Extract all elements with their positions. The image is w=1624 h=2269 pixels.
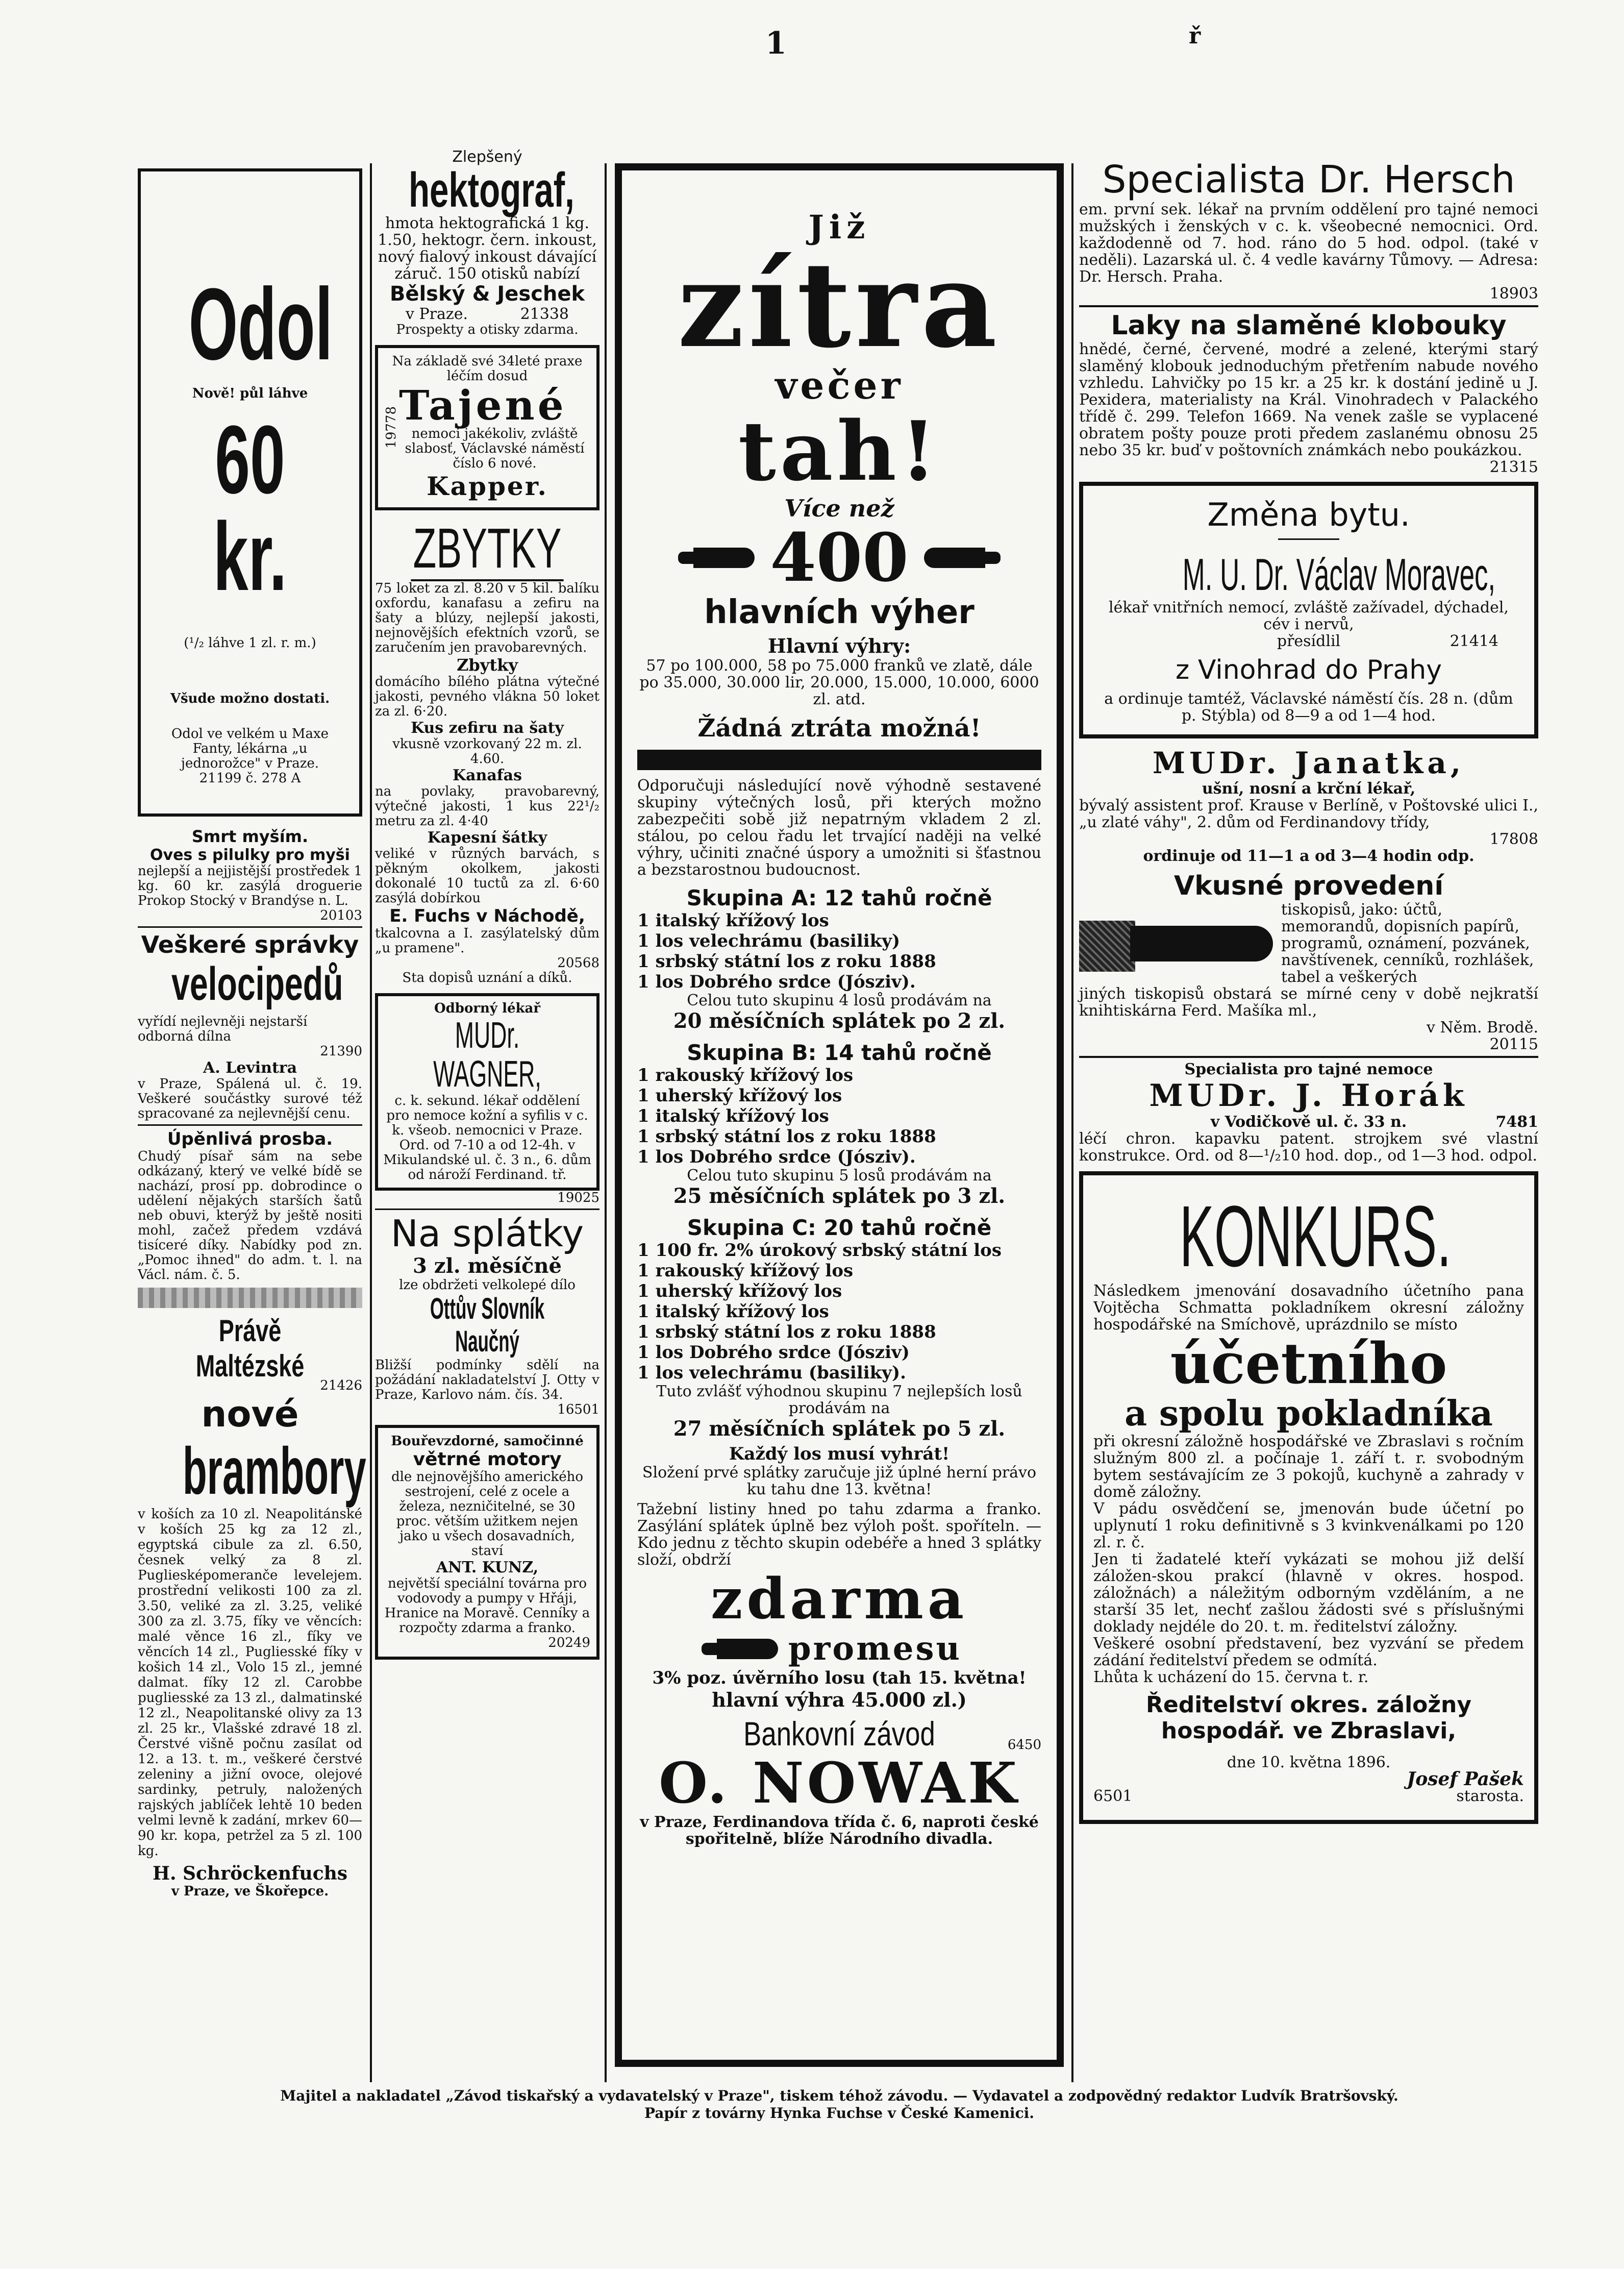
kapper-name: Kapper. <box>427 471 548 501</box>
lacquer-number: 21315 <box>1489 458 1538 476</box>
plea-body: Chudý písař sám na sebe odkázaný, který ve velké bídě se nachází, prosí pp. dobrodince o udělení nějakých starších šatů neb obuvi, kterýž by ještě nositi mohl, začež předem vzdává tisíceré díky. Nabídky pod zn. „Pomoc ihned" do adm. t. l. na Václ. nám. č. 5. <box>138 1149 362 1283</box>
group-a-pay: 20 měsíčních splátek po 2 zl. <box>673 1009 1006 1033</box>
remnants-sub3: Kanafas <box>453 767 522 784</box>
remnants-firm: E. Fuchs v Náchodě, <box>389 906 585 926</box>
page-mark-right: ř <box>1189 23 1201 49</box>
velo-number: 21390 <box>320 1044 362 1059</box>
velo-head1: Veškeré správky <box>141 931 359 958</box>
otto-body2: Bližší podmínky sdělí na požádání nakladatelství J. Otty v Praze, Karlovo nám. čís. 34. <box>375 1358 599 1402</box>
pointing-hand-icon <box>693 548 755 568</box>
group-a-item: 1 los velechrámu (basiliky) <box>637 931 901 951</box>
print-body2: jiných tiskopisů obstará se mírné ceny v době nejkratší knihtiskárna Ferd. Mašíka ml., <box>1079 985 1538 1020</box>
velocipede-ad <box>138 931 362 1121</box>
moravec-number: 21414 <box>1450 632 1498 650</box>
janatka-number: 17808 <box>1489 830 1538 848</box>
print-body1: tiskopisů, jako: účtů, memorandů, dopisních papírů, programů, oznámení, pozvánek, navštívenek, cenníků, rozhlášek, tabel a veškerých <box>1281 901 1534 986</box>
remnants-number: 20568 <box>557 955 599 971</box>
print-title: Vkusné provedení <box>1173 871 1444 901</box>
page-mark-left: 1 <box>765 26 787 61</box>
group-a-item: 1 italský křížový los <box>637 910 829 931</box>
group-a-note: Celou tuto skupinu 4 losů prodávám na <box>687 992 992 1009</box>
lottery-noloss: Žádná ztráta možná! <box>697 714 981 743</box>
potatoes-line3: brambory <box>183 1434 366 1508</box>
moravec-body2: a ordinuje tamtéž, Václavské náměstí čís. 28 n. (dům p. Stýbla) od 8—9 a od 1—4 hod. <box>1104 690 1513 725</box>
odol-number: 21199 č. 278 A <box>199 771 301 786</box>
hersch-body: em. první sek. lékař na prvním oddělení pro tajné nemoci mužských i ženských v c. k. všeobecné nemocnici. Ord. každodenně od 7. hod. ráno do 5 hod. odpol. (také v neděli). Lazarská ul. č. 4 vedle kavárny Tůmovy. — Adresa: Dr. Hersch. Praha. <box>1079 201 1538 286</box>
remnants-sub4: Kapesní šátky <box>427 829 547 847</box>
moravec-name: M. U. Dr. Václav Moravec, <box>1182 549 1496 600</box>
group-b-note: Celou tuto skupinu 5 losů prodávám na <box>687 1167 992 1185</box>
hectograph-ad <box>375 148 599 337</box>
mice-body: nejlepší a nejjistější prostředek 1 kg. 60 kr. zasýlá droguerie Prokop Stocký v Brandýse n. L. <box>138 864 362 908</box>
lottery-lists: Tažební listiny hned po tahu zdarma a franko. Zasýlání splátek úplně bez výloh pošt. spoříteln. — Kdo jednu z těchto skupin odebéře a hned 3 splátky složí, obdrží <box>637 1500 1041 1569</box>
horak-body: v Vodičkově ul. č. 33 n. <box>1210 1113 1407 1131</box>
lottery-prizes: hlavních výher <box>704 594 975 631</box>
group-c-label: Skupina C: 20 tahů ročně <box>687 1215 992 1240</box>
wagner-name: MUDr. WAGNER, <box>433 1015 541 1095</box>
group-c-item: 1 italský křížový los <box>637 1301 829 1322</box>
lottery-w4: tah! <box>738 403 941 499</box>
group-c-item: 1 100 fr. 2% úrokový srbský státní los <box>637 1240 1002 1261</box>
janatka-body: bývalý assistent prof. Krause v Berlíně, v Poštovské ulici I., „u zlaté váhy", 2. dům od Ferdinandovy třídy, <box>1079 797 1538 831</box>
mice-number: 20103 <box>320 908 362 923</box>
column-rule <box>1071 163 1073 2082</box>
otto-ad <box>375 1213 599 1417</box>
potatoes-number: 21426 <box>320 1378 362 1393</box>
group-b-pay: 25 měsíčních splátek po 3 zl. <box>673 1184 1006 1208</box>
group-b-label: Skupina B: 14 tahů ročně <box>687 1040 992 1065</box>
divider <box>1079 305 1538 307</box>
windmill-pre: Bouřevzdorné, samočinné <box>391 1434 584 1449</box>
velo-name: A. Levintra <box>203 1059 297 1077</box>
hekto-number: 21338 <box>520 305 569 323</box>
lottery-w1: Již <box>808 208 870 246</box>
lottery-number: 6450 <box>1007 1737 1041 1753</box>
group-b-item: 1 uherský křížový los <box>637 1086 842 1106</box>
konkurs-signer: Josef Pašek <box>1407 1768 1524 1790</box>
remnants-foot: Sta dopisů uznání a díků. <box>402 970 572 985</box>
plea-ad <box>138 1129 362 1283</box>
moravec-ad <box>1079 482 1538 738</box>
odol-everywhere: Všude možno dostati. <box>170 691 330 706</box>
horak-pre: Specialista pro tajné nemoce <box>1184 1060 1433 1078</box>
group-a-items <box>637 910 1041 992</box>
otto-title: Na splátky <box>390 1212 584 1255</box>
remnants-body2: domácího bílého plátna výtečné jakosti, pevného vlákna 50 loket za zl. 6·20. <box>375 674 599 719</box>
windmill-title: větrné motory <box>413 1449 562 1470</box>
hekto-pre: Zlepšený <box>452 148 522 166</box>
lottery-deposit: Složení prvé splátky zaručuje již úplné herní právo ku tahu dne 13. května! <box>642 1464 1037 1498</box>
divider <box>138 926 362 928</box>
lacquer-title: Laky na slaměné klobouky <box>1111 310 1507 341</box>
lottery-addr: v Praze, Ferdinandova třída č. 6, naproti české spořitelně, blíže Národního divadla. <box>640 1813 1039 1848</box>
odol-subtitle: Nově! půl láhve <box>192 386 308 401</box>
konkurs-body1: Následkem jmenování dosavadního účetního pana Vojtěcha Schmatta pokladníkem okresní záložny hospodářské na Smíchově, uprázdnilo se místo <box>1093 1282 1524 1334</box>
windmill-body: dle nejnovějšího amerického sestrojení, celé z ocele a železa, nezničitelné, se 30 proc. větším užitkem nejen jako u všech dosavadních, staví <box>391 1469 584 1559</box>
konkurs-sign: Ředitelství okres. záložny hospodář. ve Zbraslavi, <box>1145 1692 1472 1744</box>
hersch-number: 18903 <box>1489 285 1538 303</box>
group-c-item: 1 rakouský křížový los <box>637 1261 854 1281</box>
group-a-item: 1 srbský státní los z roku 1888 <box>637 951 936 972</box>
konkurs-date: dne 10. května 1896. <box>1227 1754 1391 1771</box>
lottery-every: Každý los musí vyhrát! <box>729 1444 950 1464</box>
odol-ad <box>138 168 362 817</box>
hersch-ad <box>1079 158 1538 302</box>
footer-line1: Majitel a nakladatel „Závod tiskařský a vydavatelský v Praze", tiskem téhož závodu. — Vydavatel a zodpovědný redaktor Ludvík Bratršovský. <box>280 2087 1398 2104</box>
black-bar <box>637 750 1041 770</box>
lottery-ad <box>615 163 1064 2067</box>
moravec-title: Změna bytu. <box>1207 496 1410 533</box>
odol-body: Odol ve velkém u Maxe Fanty, lékárna „u jednorožce" v Praze. <box>171 726 329 771</box>
divider <box>1278 538 1339 540</box>
otto-number: 16501 <box>557 1402 599 1417</box>
lottery-main-body: 57 po 100.000, 58 po 75.000 franků ve zlatě, dále po 35.000, 30.000 lir, 20.000, 15.000, 10.000, 6000 zl. atd. <box>639 657 1039 708</box>
velo-head2: velocipedů <box>171 958 343 1010</box>
lottery-intro: Odporučuji následující nově výhodně sestavené skupiny výtečných losů, při kterých možno zabezpečiti sobě již nepatrným vkladem 2 zl. stálou, po celou řadu let trvající naději na velké výhry, učiniti značné úspory a umožniti si šťastnou a bezstarostnou budoucnost. <box>637 777 1041 879</box>
velo-body2: v Praze, Spálená ul. č. 19. Veškeré součástky surové též spracované za nejlevnější cenu. <box>138 1076 362 1121</box>
remnants-body6: tkalcovna a I. zasýlatelský dům „u pramene". <box>375 926 599 956</box>
column-1 <box>138 168 366 1899</box>
lacquer-ad <box>1079 310 1538 476</box>
hekto-title: hektograf, <box>409 163 574 217</box>
potatoes-line1: Právě Maltézské <box>195 1314 305 1383</box>
wagner-body: c. k. sekund. lékař oddělení pro nemoce kožní a syfilis v c. k. všeob. nemocnici v Praze. Ord. od 7-10 a od 12-4h. v Mikulandské ul. č. 3 n., 6. dům od nároží Ferdinand. tř. <box>383 1093 591 1182</box>
group-b-item: 1 srbský státní los z roku 1888 <box>637 1126 936 1147</box>
print-city: v Něm. Brodě. <box>1427 1019 1538 1037</box>
pointing-hand-icon <box>1079 905 1273 982</box>
mice-ad <box>138 827 362 923</box>
odol-note: (¹/₂ láhve 1 zl. r. m.) <box>184 635 316 651</box>
remnants-body3: vkusně vzorkovaný 22 m. zl. 4.60. <box>392 736 582 767</box>
moravec-route: z Vinohrad do Prahy <box>1176 655 1442 685</box>
plea-title: Úpěnlivá prosba. <box>167 1129 333 1149</box>
group-a-item: 1 los Dobrého srdce (Jósziv). <box>637 972 916 992</box>
remnants-sub1: Zbytky <box>457 655 518 675</box>
konkurs-title: KONKURS. <box>1179 1188 1452 1285</box>
windmill-ad <box>375 1425 599 1660</box>
mice-title: Smrt myším. <box>191 827 309 846</box>
wagner-ad <box>375 993 599 1191</box>
kapper-intro: Na základě své 34leté praxe léčím dosud <box>392 354 583 384</box>
konkurs-role: starosta. <box>1456 1787 1524 1805</box>
column-rule <box>370 163 372 2082</box>
hekto-city: v Praze. <box>406 305 468 323</box>
janatka-ad <box>1079 746 1538 865</box>
lottery-losu: 3% poz. úvěrního losu (tah 15. května! <box>652 1668 1027 1688</box>
lacquer-body: hnědé, černé, červené, modré a zelené, kterými starý slaměný klobouk jednoduchým přetřením nabude nového vzhledu. Lahvičky po 15 kr. a 25 kr. k dostání jedině u J. Pexidera, materialisty na Král. Vinohradech v Palackého třídě č. 299. Telefon 1669. Na venek zašle se vyplacené obratem pošty pouze proti předem zaslanému obnosu 25 nebo 35 kr. buď v poštovních známkách nebo poukázkou. <box>1079 340 1538 459</box>
potatoes-body: v koších za 10 zl. Neapolitánské v koších 25 kg za 12 zl., egyptská cibule za zl. 6.50, česnek velký za 8 zl. Pugliesképomeranče levelejem. prostřední velikosti 100 za zl. 3.50, veliké za zl. 3.25, veliké 300 za zl. 3.75, fíky ve věncích: malé věnce 16 zl., fíky ve věncích 14 zl., Pugliesské fíky v košich 14 zl., Volo 15 zl., jemné dalmat. fíky 12 zl. Carobbe pugliesské za 13 zl., dalmatinské 12 zl., Neapolitanské olivy za 13 zl. 25 kr., Vlašské zdravé 18 zl. Čerstvé višně počnu zasílat od 12. a 13. t. m., veškeré čerstvé zeleniny a jižní ovoce, olejové sardinky, petruly, naložených rajských jablíček lehtě 10 beden velmi levně k zadání, mrkev 60—90 kr. kopa, petržel za 5 zl. 100 kg. <box>138 1507 362 1859</box>
mice-head: Oves s pilulky pro myši <box>150 846 350 864</box>
group-c-note: Tuto zvlášť výhodnou skupinu 7 nejlepších losů prodávám na <box>656 1383 1022 1417</box>
potatoes-addr: v Praze, ve Škořepce. <box>171 1884 329 1899</box>
pointing-hand-icon <box>924 548 985 568</box>
konkurs-big: účetního <box>1170 1330 1447 1396</box>
group-b-item: 1 italský křížový los <box>637 1106 829 1126</box>
print-number: 20115 <box>1489 1035 1538 1053</box>
divider <box>138 1124 362 1126</box>
group-c-item: 1 los velechrámu (basiliky). <box>637 1363 906 1383</box>
kapper-big: Tajené <box>399 381 567 429</box>
group-b-item: 1 los Dobrého srdce (Jósziv). <box>637 1147 916 1167</box>
lottery-main-win: hlavní výhra 45.000 zl.) <box>712 1688 967 1711</box>
column-4 <box>1079 158 1538 1824</box>
smudge <box>138 1288 362 1308</box>
konkurs-number: 6501 <box>1093 1787 1133 1805</box>
divider <box>375 1209 599 1210</box>
horak-name: MUDr. J. Horák <box>1149 1078 1468 1114</box>
footer <box>138 2087 1541 2122</box>
otto-sub: 3 zl. měsíčně <box>413 1254 562 1278</box>
konkurs-body2: při okresní záložně hospodářské ve Zbraslavi s ročním služným 800 zl. a počínaje 1. září t. r. svobodným bytem sestávajícím ze 3 pokojů, kuchyně a zahrady v domě záložny. V pádu osvědčení se, jmenován bude účetní po uplynutí 1 roku definitivně s 3 kvinkvenálkami po 120 zl. r. č. Jen ti žadatelé kteří vykázati se mohou již delší záložen-skou prakcí (hlavně v okres. hospod. záložnách) a náležitým odborným vzděláním, a ne starší 35 let, nechť zašlou žádosti své s příslušnými doklady nejdéle do 20. t. m. ředitelství záložny. Veškeré osobní představení, bez vyzvání se předem zádání ředitelství předem se odmítá. Lhůta k ucházení do 15. června t. r. <box>1093 1433 1524 1686</box>
horak-ad <box>1079 1061 1538 1164</box>
remnants-body5: veliké v různých barvách, s pěkným okolkem, jakosti dokonalé 10 tuctů za zl. 6·60 zasýlá dobírkou <box>375 846 599 906</box>
hekto-firm: Bělský & Jeschek <box>389 282 585 306</box>
group-c-item: 1 srbský státní los z roku 1888 <box>637 1322 936 1342</box>
potatoes-line2: nové <box>201 1393 299 1435</box>
janatka-hours: ordinuje od 11—1 a od 3—4 hodin odp. <box>1143 847 1475 865</box>
otto-body1: lze obdržeti velkolepé dílo <box>399 1277 576 1293</box>
group-c-pay: 27 měsíčních splátek po 5 zl. <box>673 1417 1006 1441</box>
footer-line2: Papír z továrny Hynka Fuchse v České Kamenici. <box>644 2105 1034 2122</box>
remnants-sub2: Kus zefiru na šaty <box>411 719 564 737</box>
velo-body1: vyřídí nejlevněji nejstarší odborná dílna <box>138 1014 308 1044</box>
lottery-count: 400 <box>770 519 909 597</box>
remnants-ad <box>375 518 599 985</box>
group-c-item: 1 uherský křížový los <box>637 1281 842 1301</box>
print-ad <box>1079 871 1538 1053</box>
hekto-body: hmota hektografická 1 kg. 1.50, hektogr. čern. inkoust, nový fialový inkoust dávající záruč. 150 otisků nabízí <box>378 214 597 283</box>
otto-name: Ottův Slovník Naučný <box>430 1292 545 1358</box>
kapper-ad <box>375 345 599 510</box>
lottery-w2: zítra <box>677 236 1002 374</box>
windmill-name: ANT. KUNZ, <box>436 1559 539 1576</box>
moravec-body: lékař vnitřních nemocí, zvláště zažívadel, dýchadel, cév i nervů, <box>1109 599 1509 633</box>
group-a-label: Skupina A: 12 tahů ročně <box>686 885 992 910</box>
column-2 <box>375 148 599 1660</box>
wagner-number: 19025 <box>557 1190 599 1205</box>
lottery-bank: Bankovní závod <box>743 1715 935 1753</box>
lottery-more: Více než <box>784 495 894 522</box>
remnants-body4: na povlaky, pravobarevný, výtečné jakosti, 1 kus 22¹/₂ metru za zl. 4·40 <box>375 784 599 829</box>
odol-price: 60 kr. <box>213 406 287 611</box>
lottery-name: O. NOWAK <box>659 1750 1020 1816</box>
lottery-free: zdarma <box>710 1566 968 1632</box>
horak-body2: léčí chron. kapavku patent. strojkem své vlastní konstrukce. Ord. od 8—¹/₂10 hod. dop., od 1—3 hod. odpol. <box>1079 1130 1538 1165</box>
wagner-pre: Odborný lékař <box>434 1001 541 1016</box>
windmill-body2: největší speciální továrna pro vodovody a pumpy v Hřáji, Hranice na Moravě. Cenníky a rozpočty zdarma a franko. <box>384 1576 590 1636</box>
remnants-body1: 75 loket za zl. 8.20 v 5 kil. balíku oxfordu, kanafasu a zefiru na šaty a blúzy, nejlepší jakosti, nejnovějších efektních vzorů, se zaručením jen pravobarevných. <box>375 581 599 655</box>
hekto-foot: Prospekty a otisky zdarma. <box>396 322 579 337</box>
lottery-w3: večer <box>775 364 904 408</box>
konkurs-ad <box>1079 1171 1538 1824</box>
kapper-side-number: 19778 <box>384 406 399 449</box>
odol-title: Odol <box>188 267 333 381</box>
group-c-item: 1 los Dobrého srdce (Jósziv) <box>637 1342 910 1363</box>
lottery-promesa: promesu <box>788 1630 962 1668</box>
lottery-main-label: Hlavní výhry: <box>767 634 911 657</box>
potatoes-ad <box>138 1313 366 1899</box>
windmill-number: 20249 <box>548 1635 590 1650</box>
hersch-title: Specialista Dr. Hersch <box>1102 158 1515 202</box>
janatka-sub: ušní, nosní a krční lékař, <box>1202 780 1416 798</box>
janatka-name: MUDr. Janatka, <box>1152 746 1465 780</box>
remnants-title: ZBYTKY <box>411 518 563 581</box>
group-b-item: 1 rakouský křížový los <box>637 1065 854 1086</box>
horak-number: 7481 <box>1495 1113 1538 1131</box>
potatoes-sign: H. Schröckenfuchs <box>152 1863 348 1884</box>
konkurs-big2: a spolu pokladníka <box>1125 1393 1493 1434</box>
pointing-hand-icon <box>717 1639 778 1659</box>
moravec-moved: přesídlil <box>1277 632 1341 650</box>
column-rule <box>605 163 607 2082</box>
kapper-body: nemoci jakékoliv, zvláště slabosť, Václavské náměstí číslo 6 nové. <box>405 426 585 471</box>
divider <box>1079 1056 1538 1058</box>
